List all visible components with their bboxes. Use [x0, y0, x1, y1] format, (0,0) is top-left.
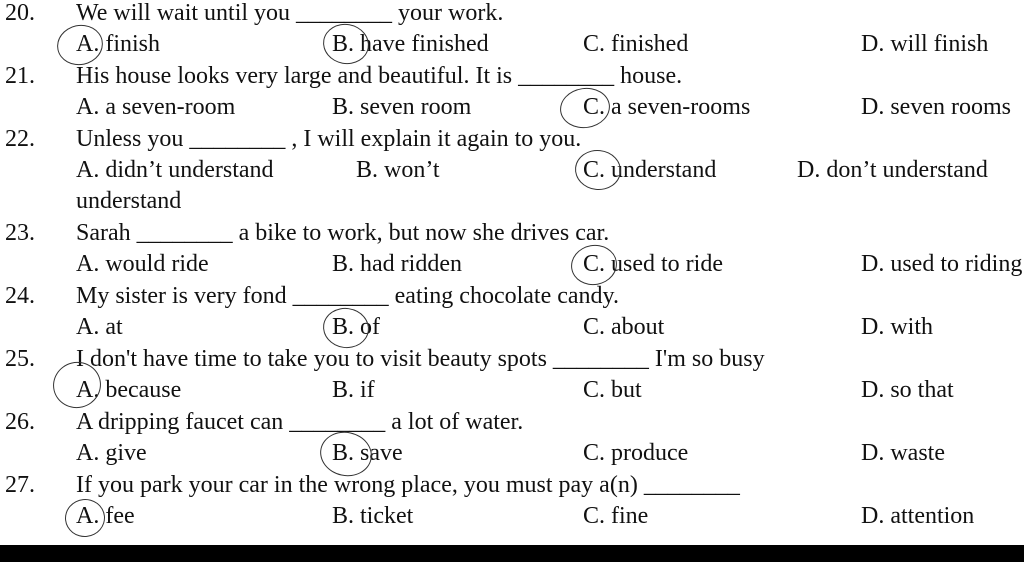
question-stem: We will wait until you ________ your work. [76, 0, 504, 26]
option-d[interactable]: D. so that [861, 377, 954, 403]
question-stem: Unless you ________ , I will explain it again to you. [76, 126, 582, 152]
wrapped-option-text: understand [76, 188, 182, 214]
answer-circle-q21-c [557, 85, 612, 132]
option-a[interactable]: A. give [76, 440, 147, 466]
option-b[interactable]: B. seven room [332, 94, 472, 120]
question-number: 21. [5, 63, 35, 89]
option-c[interactable]: C. finished [583, 31, 689, 57]
option-c[interactable]: C. fine [583, 503, 649, 529]
option-d[interactable]: D. seven rooms [861, 94, 1011, 120]
option-b[interactable]: B. ticket [332, 503, 414, 529]
question-number: 25. [5, 346, 35, 372]
option-a[interactable]: A. finish [76, 31, 160, 57]
bottom-black-bar [0, 545, 1024, 562]
option-d[interactable]: D. waste [861, 440, 945, 466]
question-stem: Sarah ________ a bike to work, but now she drives car. [76, 220, 610, 246]
question-number: 24. [5, 283, 35, 309]
question-number: 27. [5, 472, 35, 498]
option-d[interactable]: D. with [861, 314, 933, 340]
option-c[interactable]: C. a seven-rooms [583, 94, 751, 120]
option-d[interactable]: D. will finish [861, 31, 989, 57]
question-stem: I don't have time to take you to visit beauty spots ________ I'm so busy [76, 346, 765, 372]
option-b[interactable]: B. if [332, 377, 375, 403]
option-d[interactable]: D. don’t understand [797, 157, 988, 183]
question-stem: If you park your car in the wrong place, you must pay a(n) ________ [76, 472, 740, 498]
option-b[interactable]: B. had ridden [332, 251, 462, 277]
answer-circle-q20-b [320, 20, 372, 67]
option-b[interactable]: B. have finished [332, 31, 489, 57]
option-a[interactable]: A. didn’t understand [76, 157, 274, 183]
option-a[interactable]: A. would ride [76, 251, 209, 277]
question-number: 22. [5, 126, 35, 152]
option-c[interactable]: C. produce [583, 440, 689, 466]
question-number: 23. [5, 220, 35, 246]
answer-circle-q24-b [320, 305, 371, 351]
option-b[interactable]: B. won’t [356, 157, 440, 183]
option-a[interactable]: A. a seven-room [76, 94, 236, 120]
option-d[interactable]: D. attention [861, 503, 975, 529]
answer-circle-q22-c [573, 148, 623, 193]
option-b[interactable]: B. save [332, 440, 403, 466]
answer-circle-q23-c [568, 241, 620, 288]
question-number: 20. [5, 0, 35, 26]
option-a[interactable]: A. fee [76, 503, 135, 529]
question-number: 26. [5, 409, 35, 435]
question-stem: A dripping faucet can ________ a lot of water. [76, 409, 524, 435]
option-a[interactable]: A. because [76, 377, 182, 403]
option-a[interactable]: A. at [76, 314, 123, 340]
option-b[interactable]: B. of [332, 314, 380, 340]
option-c[interactable]: C. used to ride [583, 251, 723, 277]
question-stem: His house looks very large and beautiful. It is ________ house. [76, 63, 683, 89]
option-d[interactable]: D. used to riding [861, 251, 1023, 277]
option-c[interactable]: C. but [583, 377, 642, 403]
question-stem: My sister is very fond ________ eating chocolate candy. [76, 283, 619, 309]
option-c[interactable]: C. understand [583, 157, 717, 183]
option-c[interactable]: C. about [583, 314, 665, 340]
